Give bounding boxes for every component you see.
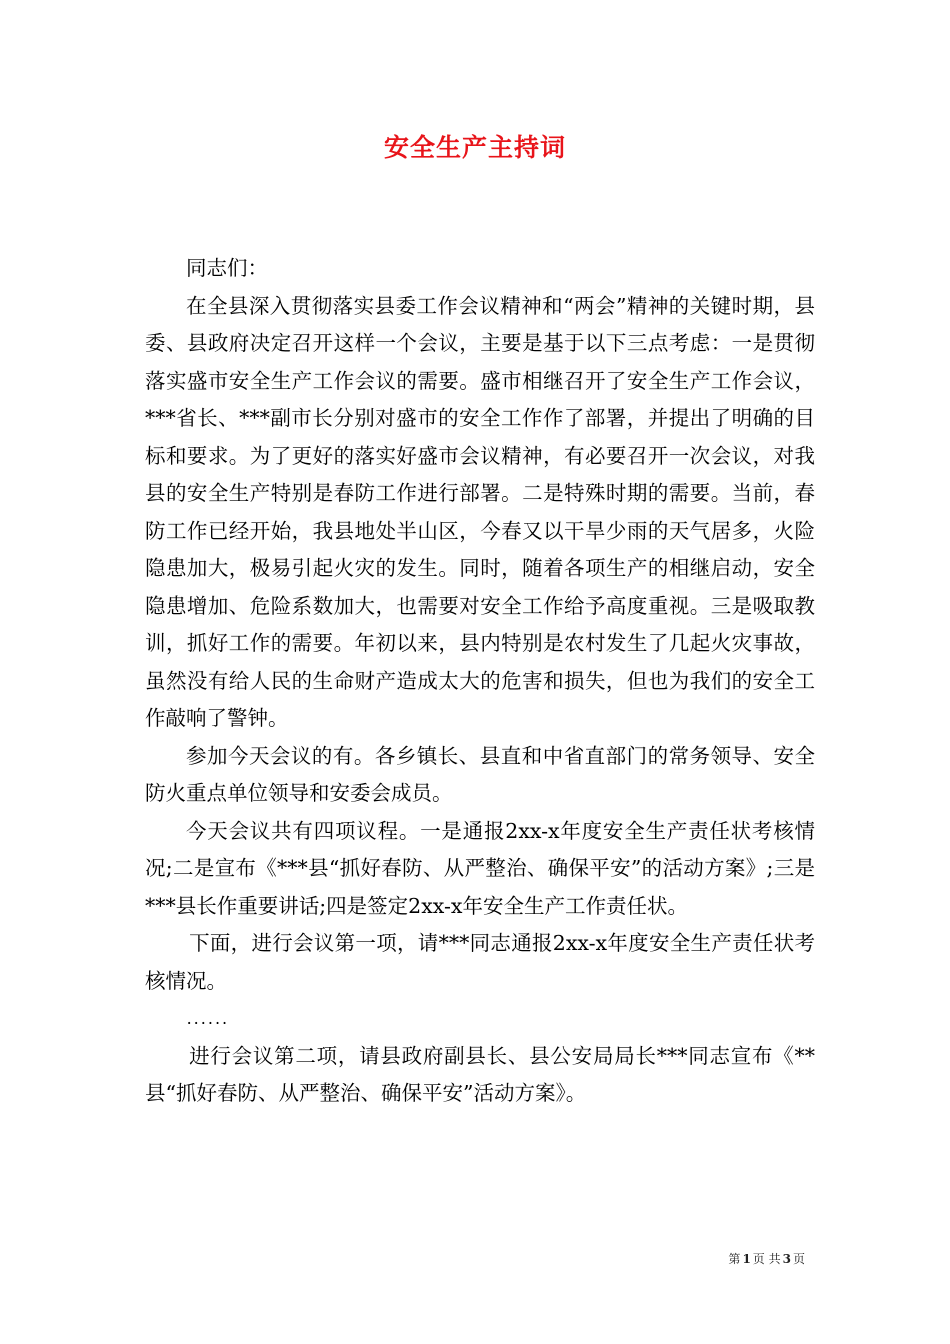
footer-suffix: 页 <box>792 1252 805 1266</box>
footer-prefix: 第 <box>728 1252 741 1266</box>
footer-middle: 页 共 <box>752 1252 781 1266</box>
footer-total-pages: 3 <box>782 1252 791 1266</box>
page-footer <box>728 1250 805 1267</box>
footer-current-page: 1 <box>742 1252 751 1266</box>
document-body <box>145 250 815 1113</box>
paragraph-agenda: 今天会议共有四项议程。一是通报2xx-x年度安全生产责任状考核情况;二是宣布《***县“抓好春防、从严整治、确保平安”的活动方案》;三是***县长作重要讲话;四是签定2xx-x年安全生产工作责任状。 <box>145 818 815 918</box>
ellipsis: ...... <box>186 1009 230 1028</box>
paragraph-attendees: 参加今天会议的有。各乡镇长、县直和中省直部门的常务领导、安全防火重点单位领导和安委会成员。 <box>145 743 815 805</box>
paragraph-item-two: 进行会议第二项，请县政府副县长、县公安局局长***同志宣布《**县“抓好春防、从严整治、确保平安”活动方案》。 <box>145 1043 815 1105</box>
paragraph-item-one: 下面，进行会议第一项，请***同志通报2xx-x年度安全生产责任状考核情况。 <box>145 931 815 993</box>
page-title: 安全生产主持词 <box>383 133 566 162</box>
greeting: 同志们： <box>186 256 268 280</box>
paragraph-reasons: 在全县深入贯彻落实县委工作会议精神和“两会”精神的关键时期，县委、县政府决定召开这样一个会议，主要是基于以下三点考虑：一是贯彻落实盛市安全生产工作会议的需要。盛市相继召开了安全生产工作会议，***省长、***副市长分别对盛市的安全工作作了部署，并提出了明确的目标和要求。为了更好的落实好盛市会议精神，有必要召开一次会议，对我县的安全生产特别是春防工作进行部署。二是特殊时期的需要。当前，春防工作已经开始，我县地处半山区，今春又以干旱少雨的天气居多，火险隐患加大，极易引起火灾的发生。同时，随着各项生产的相继启动，安全隐患增加、危险系数加大，也需要对安全工作给予高度重视。三是吸取教训，抓好工作的需要。年初以来，县内特别是农村发生了几起火灾事故，虽然没有给人民的生命财产造成太大的危害和损失，但也为我们的安全工作敲响了警钟。 <box>145 293 815 730</box>
